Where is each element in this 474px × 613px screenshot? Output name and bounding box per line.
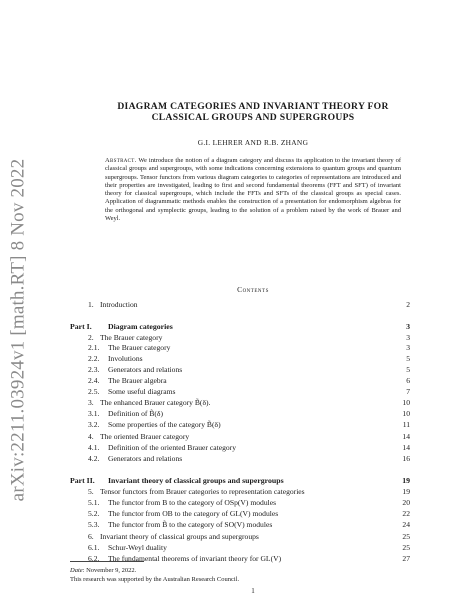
toc-entry-number: 3.1. bbox=[88, 409, 100, 418]
toc-entry-title: Generators and relations bbox=[108, 454, 183, 463]
toc-part-entry[interactable] bbox=[70, 321, 410, 332]
toc-entry[interactable] bbox=[70, 497, 410, 508]
toc-entry-number: 5.3. bbox=[88, 520, 100, 529]
toc-entry[interactable] bbox=[70, 508, 410, 519]
toc-entry[interactable] bbox=[70, 397, 410, 408]
toc-entry-title: The enhanced Brauer category B̃(δ). bbox=[100, 398, 211, 407]
toc-entry[interactable] bbox=[70, 542, 410, 553]
toc-entry-number: 6.1. bbox=[88, 543, 100, 552]
toc-entry-title: The functor from OB to the category of GL(V) modules bbox=[108, 509, 279, 518]
toc-entry-number: 5.1. bbox=[88, 498, 100, 507]
toc-entry-title: Definition of B̃(δ) bbox=[108, 409, 164, 418]
toc-entry-number: 6.2. bbox=[88, 554, 100, 563]
toc-entry-title: The Brauer algebra bbox=[108, 376, 167, 385]
toc-entry[interactable] bbox=[70, 531, 410, 542]
toc-entry[interactable] bbox=[70, 408, 410, 419]
toc-entry-page: 3 bbox=[406, 343, 410, 352]
toc-entry-title: Introduction bbox=[100, 300, 138, 309]
toc-entry-page: 25 bbox=[402, 532, 410, 541]
contents-heading: Contents bbox=[237, 285, 269, 294]
toc-entry[interactable] bbox=[70, 353, 410, 364]
abstract-label: Abstract. bbox=[105, 157, 137, 164]
toc-entry-number: Part I. bbox=[70, 322, 92, 331]
paper-title bbox=[70, 101, 436, 123]
toc-entry-number: 2. bbox=[88, 333, 94, 342]
toc-entry-page: 5 bbox=[406, 365, 410, 374]
toc-entry-title: Tensor functors from Brauer categories to representation categories bbox=[100, 487, 305, 496]
toc-entry-title: Some useful diagrams bbox=[108, 387, 176, 396]
toc-entry-page: 7 bbox=[406, 387, 410, 396]
footnote-date bbox=[70, 566, 410, 575]
toc-entry[interactable] bbox=[70, 299, 410, 310]
toc-entry[interactable] bbox=[70, 442, 410, 453]
toc-entry-number: 3.2. bbox=[88, 420, 100, 429]
toc-entry-page: 24 bbox=[402, 520, 410, 529]
toc-entry-number: 2.5. bbox=[88, 387, 100, 396]
toc-entry-page: 10 bbox=[402, 409, 410, 418]
toc-entry-number: 4. bbox=[88, 432, 94, 441]
toc-entry-page: 14 bbox=[402, 432, 410, 441]
toc-entry-page: 25 bbox=[402, 543, 410, 552]
toc-entry[interactable] bbox=[70, 519, 410, 530]
footnote-date-value: : November 9, 2022. bbox=[82, 567, 137, 574]
toc-entry[interactable] bbox=[70, 342, 410, 353]
toc-entry-page: 5 bbox=[406, 354, 410, 363]
toc-entry[interactable] bbox=[70, 486, 410, 497]
toc-entry-number: 4.1. bbox=[88, 443, 100, 452]
footnote-divider bbox=[70, 561, 144, 562]
toc-entry-page: 10 bbox=[402, 398, 410, 407]
title-line-1: DIAGRAM CATEGORIES AND INVARIANT THEORY FOR bbox=[117, 101, 389, 112]
abstract bbox=[105, 157, 401, 223]
toc-entry-number: 2.1. bbox=[88, 343, 100, 352]
toc-entry-number: 2.3. bbox=[88, 365, 100, 374]
toc-entry-title: The oriented Brauer category bbox=[100, 432, 190, 441]
toc-entry-title: The fundamental theorems of invariant theory for GL(V) bbox=[108, 554, 282, 563]
toc-entry-number: 1. bbox=[88, 300, 94, 309]
page-number: 1 bbox=[251, 587, 255, 595]
toc-entry-page: 3 bbox=[406, 333, 410, 342]
toc-entry-page: 19 bbox=[402, 476, 410, 485]
toc-part-entry[interactable] bbox=[70, 475, 410, 486]
toc-entry-title: The functor from B to the category of OSp(V) modules bbox=[108, 498, 277, 507]
toc-entry-title: Some properties of the category B̃(δ) bbox=[108, 420, 221, 429]
toc-entry-page: 20 bbox=[402, 498, 410, 507]
toc-entry-number: 5.2. bbox=[88, 509, 100, 518]
toc-entry-title: Diagram categories bbox=[108, 322, 173, 331]
toc-entry[interactable] bbox=[70, 419, 410, 430]
toc-entry[interactable] bbox=[70, 375, 410, 386]
toc-entry-page: 27 bbox=[402, 554, 410, 563]
toc-entry-title: Involutions bbox=[108, 354, 143, 363]
footnote-date-label: Date bbox=[70, 567, 83, 574]
toc-entry[interactable] bbox=[70, 453, 410, 464]
toc-entry-number: 2.2. bbox=[88, 354, 100, 363]
toc-entry-page: 14 bbox=[402, 443, 410, 452]
toc-entry-page: 6 bbox=[406, 376, 410, 385]
toc-entry-title: The Brauer category bbox=[108, 343, 171, 352]
toc-entry-title: The Brauer category bbox=[100, 333, 163, 342]
toc-entry-number: 4.2. bbox=[88, 454, 100, 463]
toc-entry-number: 2.4. bbox=[88, 376, 100, 385]
toc-entry-title: Schur-Weyl duality bbox=[108, 543, 167, 552]
toc-entry-title: Generators and relations bbox=[108, 365, 183, 374]
arxiv-identifier-text: arXiv:2211.03924v1 [math.RT] 8 Nov 2022 bbox=[7, 158, 29, 502]
toc-entry-number: 6. bbox=[88, 532, 94, 541]
toc-entry-number: 3. bbox=[88, 398, 94, 407]
authors: G.I. LEHRER AND R.B. ZHANG bbox=[197, 138, 309, 147]
title-line-2: CLASSICAL GROUPS AND SUPERGROUPS bbox=[151, 112, 355, 123]
toc-entry-page: 2 bbox=[406, 300, 410, 309]
toc-entry[interactable] bbox=[70, 553, 410, 564]
arxiv-identifier-stamp bbox=[6, 100, 30, 560]
toc-entry-number: 5. bbox=[88, 487, 94, 496]
toc-entry[interactable] bbox=[70, 364, 410, 375]
footnote-support: This research was supported by the Australian Research Council. bbox=[70, 576, 240, 583]
toc-entry-page: 16 bbox=[402, 454, 410, 463]
toc-entry-title: Invariant theory of classical groups and supergroups bbox=[108, 476, 284, 485]
abstract-text: We introduce the notion of a diagram category and discuss its application to the invariant theory of classical groups and supergroups, with some indications concerning extensions to quantum groups and quantum supergroups. Tensor functors from various diagram categories to categories of representations are introduced and their properties are investigated, leading to first and second fundamental theorems (FFT and SFT) of invariant theory for classical supergroups, which include the FFTs and SFTs of the classical groups as special cases. Application of diagrammatic methods enables the construction of a presentation for endomorphism algebras for the orthogonal and symplectic groups, leading to the solution of a problem raised by the work of Brauer and Weyl. bbox=[105, 157, 402, 223]
toc-entry-page: 3 bbox=[406, 322, 410, 331]
toc-entry-page: 22 bbox=[402, 509, 410, 518]
toc-entry-title: Definition of the oriented Brauer category bbox=[108, 443, 236, 452]
toc-entry-title: Invariant theory of classical groups and supergroups bbox=[100, 532, 259, 541]
toc-entry[interactable] bbox=[70, 431, 410, 442]
toc-entry-number: Part II. bbox=[70, 476, 95, 485]
toc-entry-title: The functor from B̃ to the category of SO(V) modules bbox=[108, 520, 273, 529]
toc-entry[interactable] bbox=[70, 386, 410, 397]
toc-entry-page: 11 bbox=[402, 420, 410, 429]
toc-entry-page: 19 bbox=[402, 487, 410, 496]
